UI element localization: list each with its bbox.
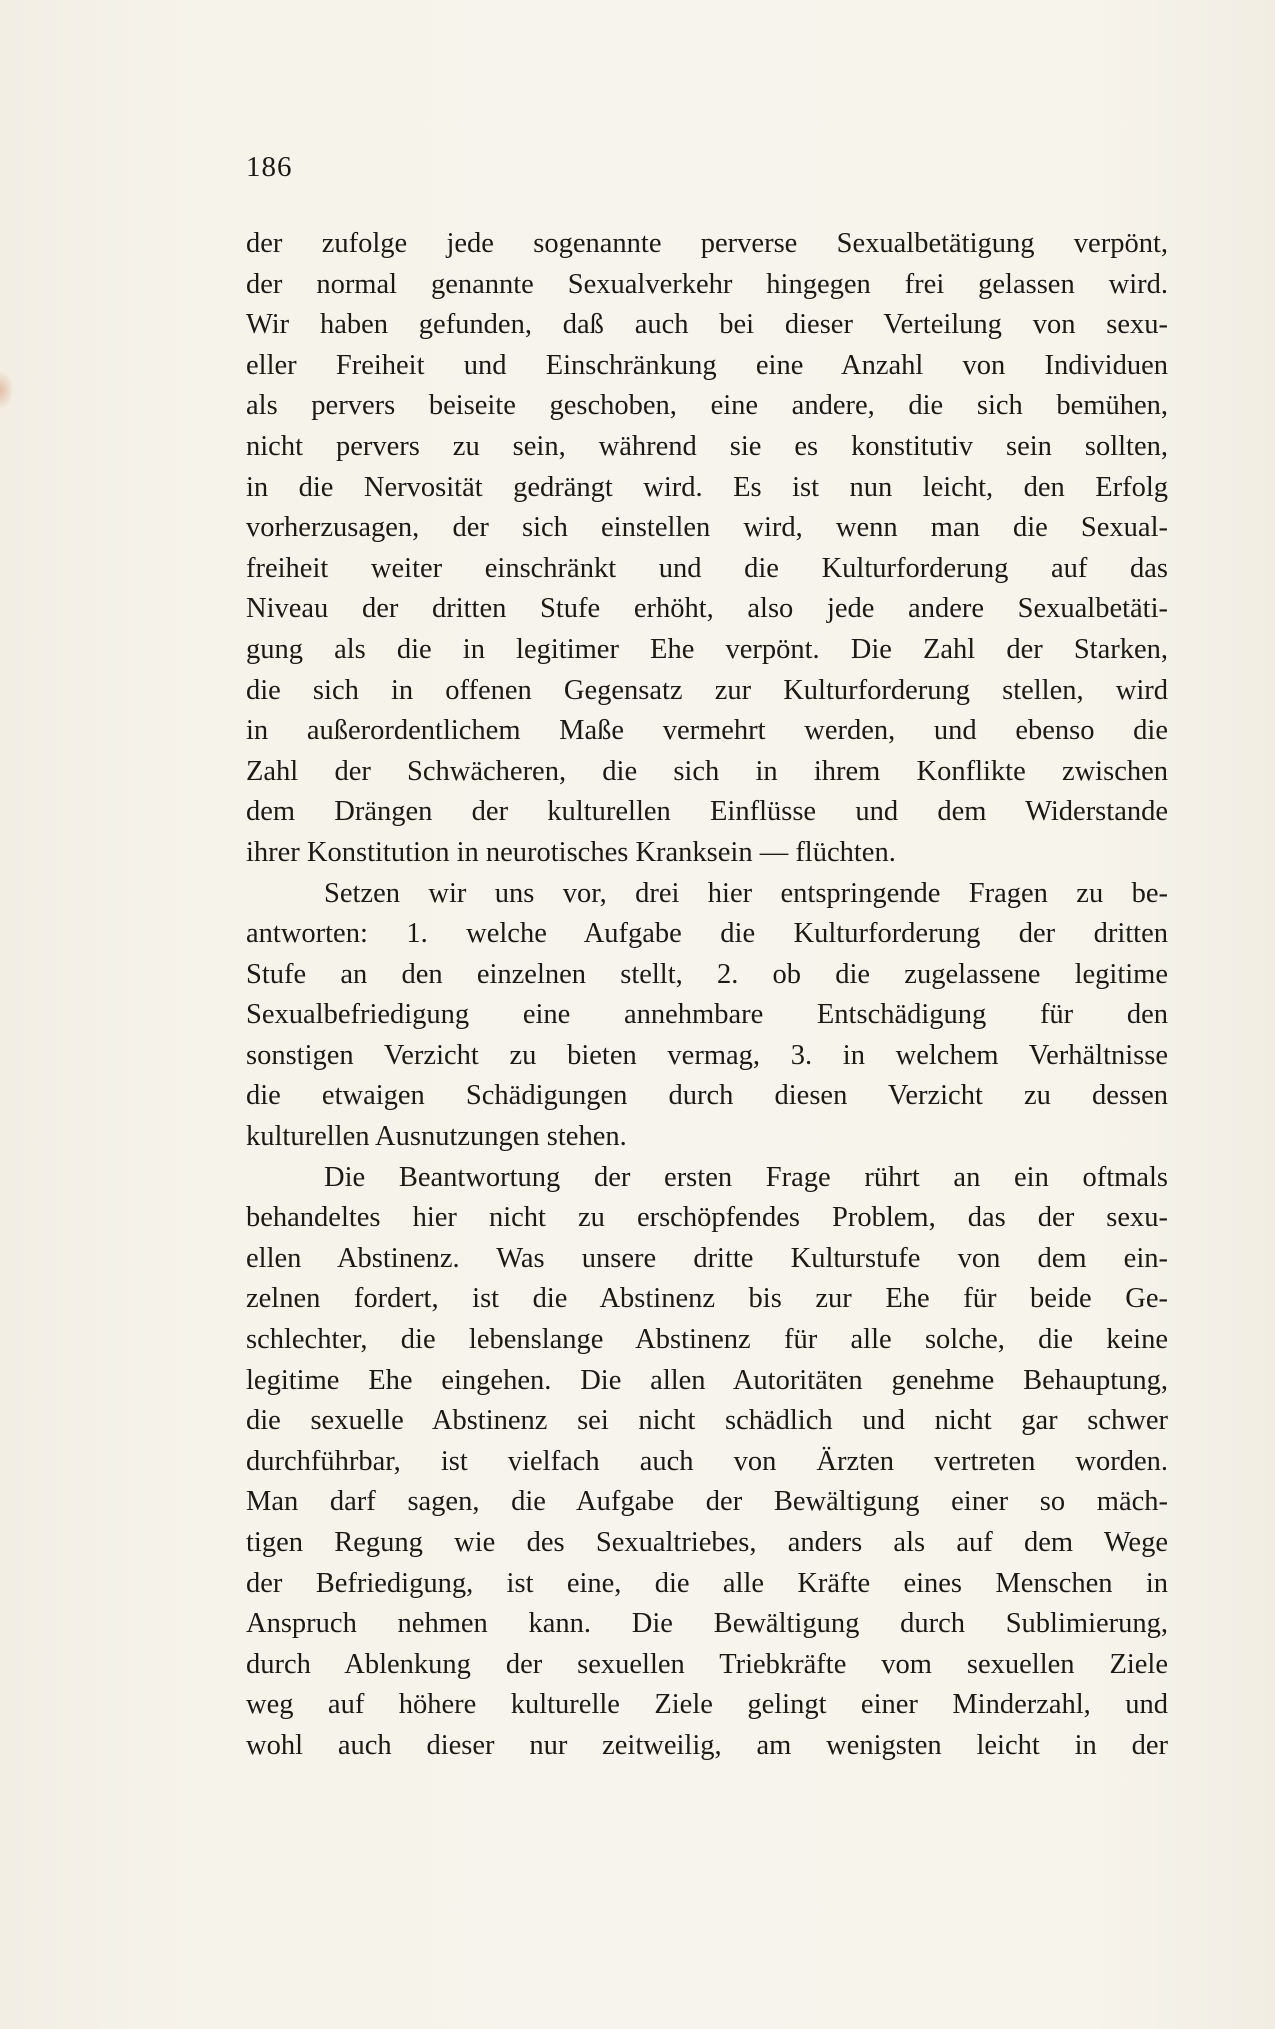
text-line: kulturellen Ausnutzungen stehen. — [246, 1121, 627, 1153]
text-line: freiheit weiter einschränkt und die Kulturforderung auf das — [246, 552, 1168, 584]
text-line: als pervers beiseite geschoben, eine andere, die sich bemühen, — [246, 390, 1168, 422]
text-line: tigen Regung wie des Sexualtriebes, anders als auf dem Wege — [246, 1527, 1168, 1558]
text-line: Stufe an den einzelnen stellt, 2. ob die zugelassene legitime — [246, 958, 1168, 990]
text-line: ihrer Konstitution in neurotisches Kranksein — flüchten. — [246, 836, 896, 868]
text-line: wohl auch dieser nur zeitweilig, am wenigsten leicht in der — [246, 1729, 1168, 1761]
paragraph-start-line: Setzen wir uns vor, drei hier entspringende Fragen zu be- — [324, 877, 1168, 909]
text-line: Anspruch nehmen kann. Die Bewältigung durch Sublimierung, — [246, 1608, 1168, 1640]
text-line: die sexuelle Abstinenz sei nicht schädlich und nicht gar schwer — [246, 1405, 1168, 1437]
text-line: der zufolge jede sogenannte perverse Sexualbetätigung verpönt, — [246, 228, 1168, 259]
text-line: die etwaigen Schädigungen durch diesen Verzicht zu dessen — [246, 1080, 1168, 1112]
text-line: eller Freiheit und Einschränkung eine Anzahl von Individuen — [246, 349, 1168, 381]
text-line: sonstigen Verzicht zu bieten vermag, 3. in welchem Verhältnisse — [246, 1039, 1168, 1071]
text-line: Niveau der dritten Stufe erhöht, also jede andere Sexualbetäti- — [246, 593, 1168, 625]
text-line: Man darf sagen, die Aufgabe der Bewältigung einer so mäch- — [246, 1486, 1168, 1518]
text-line: Zahl der Schwächeren, die sich in ihrem Konflikte zwischen — [246, 755, 1168, 787]
text-line: Sexualbefriedigung eine annehmbare Entschädigung für den — [246, 999, 1168, 1031]
text-line: der normal genannte Sexualverkehr hingegen frei gelassen wird. — [246, 268, 1168, 300]
text-line: die sich in offenen Gegensatz zur Kulturforderung stellen, wird — [246, 674, 1168, 706]
text-line: behandeltes hier nicht zu erschöpfendes Problem, das der sexu- — [246, 1202, 1168, 1234]
text-line: antworten: 1. welche Aufgabe die Kulturforderung der dritten — [246, 918, 1168, 950]
text-line: dem Drängen der kulturellen Einflüsse und dem Widerstande — [246, 796, 1168, 828]
body-text — [246, 224, 1168, 1767]
text-line: nicht pervers zu sein, während sie es konstitutiv sein sollten, — [246, 430, 1168, 462]
text-line: vorherzusagen, der sich einstellen wird, wenn man die Sexual- — [246, 512, 1168, 544]
text-line: schlechter, die lebenslange Abstinenz für alle solche, die keine — [246, 1324, 1168, 1356]
text-line: ellen Abstinenz. Was unsere dritte Kulturstufe von dem ein- — [246, 1242, 1168, 1274]
text-line: Wir haben gefunden, daß auch bei dieser Verteilung von sexu- — [246, 309, 1168, 341]
text-line: durch Ablenkung der sexuellen Triebkräfte vom sexuellen Ziele — [246, 1648, 1168, 1680]
paper-stain — [0, 370, 14, 410]
text-line: der Befriedigung, ist eine, die alle Kräfte eines Menschen in — [246, 1567, 1168, 1599]
text-line: zelnen fordert, ist die Abstinenz bis zur Ehe für beide Ge- — [246, 1283, 1168, 1315]
text-line: durchführbar, ist vielfach auch von Ärzten vertreten worden. — [246, 1445, 1168, 1477]
text-line: in die Nervosität gedrängt wird. Es ist nun leicht, den Erfolg — [246, 471, 1168, 503]
text-line: gung als die in legitimer Ehe verpönt. Die Zahl der Starken, — [246, 633, 1168, 665]
text-line: legitime Ehe eingehen. Die allen Autoritäten genehme Behauptung, — [246, 1364, 1168, 1396]
paragraph-start-line: Die Beantwortung der ersten Frage rührt an ein oftmals — [324, 1161, 1168, 1193]
text-line: in außerordentlichem Maße vermehrt werden, und ebenso die — [246, 715, 1168, 747]
text-line: weg auf höhere kulturelle Ziele gelingt einer Minderzahl, und — [246, 1689, 1168, 1721]
page-number: 186 — [246, 151, 293, 183]
